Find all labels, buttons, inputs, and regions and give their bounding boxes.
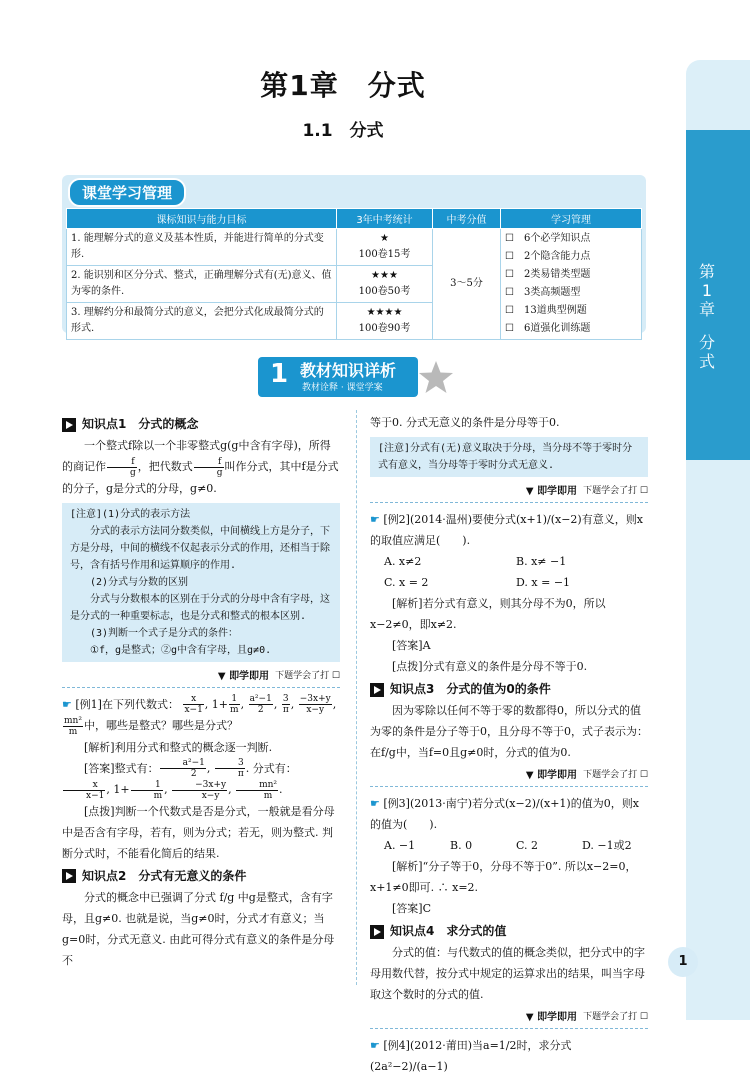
score-cell: 3～5分 [433,229,501,340]
banner-number: 1 [269,359,289,389]
manage-cell: ☐ 6个必学知识点 ☐ 2个隐含能力点 ☐ 2类易错类型题 ☐ 3类高频题型 ☐ 13道典型例题 ☐ 6道强化训练题 [501,229,642,340]
pointer-icon: ☛ [370,797,384,810]
paragraph: 分式的概念中已强调了分式 f/g 中g是整式，含有字母，且g≠0. 也就是说，当g≠0时，分式才有意义；当g=0时，分式无意义. 由此可得分式有意义的条件是分母不 [62,890,335,967]
column-divider [356,410,357,985]
stats-cell: ★★★ 100卷50考 [337,266,433,303]
chapter-title: 第1章 分式 [260,69,426,102]
note-box: [注意](1)分式的表示方法 分式的表示方法同分数类似，中间横线上方是分子，下方是分母，中间的横线不仅起表示分式的作用，还相当于除号，含有括号作用和运算顺序的作用. (2)分式与分数的区别 分式与分数根本的区别在于分式的分母中含有字母，这是分式的一种重要标志，也是分式和整式的根本区别. (3)判断一个式子是分式的条件： ①f，g是整式；②g中含有字母，且g≠0. [62,503,340,662]
example-1: ☛ [例1]在下列代数式： $\frac{x}{x-1}$ , 1+ $\frac{1}{m}$ , $\frac{\text{a²−1}}{2}$ , $\frac{3}{\pi}$ , $\frac{-3x+y}{x-y}$ , $\frac{\text{mn²}}{m}$ 中，哪些是整式？哪些是分式？ [62,694,337,737]
management-table [66,208,642,340]
play-icon [62,869,76,883]
pointer-icon: ☛ [370,1039,384,1052]
options: A. −1 B. 0 C. 2 D. −1或2 [384,839,632,852]
analysis: [解析]“分子等于0，分母不等于0”. 所以x−2=0，x+1≠0即可. ∴ x=2. [370,860,637,894]
banner-subtitle: 教材诠释 · 课堂学案 [302,383,383,393]
side-tab-text: 第 1 章 分 式 [698,262,715,371]
goal-cell: 3. 理解约分和最简分式的意义，会把分式化成最简分式的形式. [67,303,337,340]
play-icon [370,683,384,697]
star-icon [418,360,454,394]
practice-bar: ▼ 即学即用 下题学会了打 ☐ [370,765,648,787]
paragraph: 等于0. 分式无意义的条件是分母等于0. [370,416,560,429]
goal-cell: 1. 能理解分式的意义及基本性质，并能进行简单的分式变形. [67,229,337,266]
paragraph: 因为零除以任何不等于零的数都得0，所以分式的值为零的条件是分子等于0，且分母不等于0，式子表示为：在f/g中，当f=0且g≠0时，分式的值为0. [370,704,648,759]
analysis: [解析]若分式有意义，则其分母不为0，所以x−2≠0，即x≠2. [370,597,606,631]
paragraph: 分式的值：与代数式的值的概念类似，把分式中的字母用数代替，按分式中规定的运算求出的结果，叫当字母取这个数时的分式的值. [370,946,645,1001]
goal-cell: 2. 能识别和区分分式、整式，正确理解分式有(无)意义、值为零的条件. [67,266,337,303]
pointer-icon: ☛ [370,513,384,526]
tip: [点拨]判断一个代数式是否是分式，一般就是看分母中是否含有字母，若有，则为分式；若无，则为整式. 判断分式时，不能看化简后的结果. [62,804,335,860]
page-number: 1 [668,947,698,977]
right-column [370,412,648,1077]
play-icon [62,418,76,432]
tip: [点拨]分式有意义的条件是分母不等于0. [392,660,588,673]
paragraph: 一个整式f除以一个非零整式g(g中含有字母)，所得的商记作 $\frac{f}{g}$ ，把代数式 $\frac{f}{g}$ 叫作分式，其中f是分式的分子，g是分式的分母，g≠0. [62,439,339,495]
stats-cell: ★ 100卷15考 [337,229,433,266]
knowledge-point-3: 知识点3 分式的值为0的条件 [370,679,648,700]
knowledge-point-2: 知识点2 分式有无意义的条件 [62,866,340,887]
answer: [答案]C [392,902,431,915]
knowledge-point-4: 知识点4 求分式的值 [370,921,648,942]
stats-cell: ★★★★ 100卷90考 [337,303,433,340]
example-4: ☛ [例4](2012·莆田)当a=1/2时，求分式(2a²−2)/(a−1) [370,1039,572,1073]
left-column [62,412,340,971]
answer: [答案]整式有： $\frac{\text{a²−1}}{2}$ , $\frac{3}{\pi}$ . 分式有： $\frac{x}{x-1}$ , 1+ $\frac{1}{m}$ , $\frac{-3x+y}{x-y}$ , $\frac{\text{mn²}}{m}$ . [62,758,340,801]
example-3: ☛ [例3](2013·南宁)若分式(x−2)/(x+1)的值为0，则x的值为( ). [370,797,639,831]
example-2: ☛ [例2](2014·温州)要使分式(x+1)/(x−2)有意义，则x的取值应满足( ). [370,513,643,547]
knowledge-point-1: 知识点1 分式的概念 [62,414,340,435]
answer: [答案]A [392,639,431,652]
pointer-icon: ☛ [62,697,76,711]
table-header: 3年中考统计 [337,209,433,229]
table-header: 课标知识与能力目标 [67,209,337,229]
practice-bar: ▼ 即学即用 下题学会了打 ☐ [370,1007,648,1029]
practice-bar: ▼ 即学即用 下题学会了打 ☐ [370,481,648,503]
management-label: 课堂学习管理 [68,178,186,207]
options: A. x≠2 B. x≠ −1 C. x = 2 D. x = −1 [384,555,571,589]
table-header: 中考分值 [433,209,501,229]
table-header: 学习管理 [501,209,642,229]
section-title: 1.1 分式 [302,121,384,141]
play-icon [370,925,384,939]
note-box: [注意]分式有(无)意义取决于分母，当分母不等于零时分式有意义，当分母等于零时分式无意义. [370,437,648,477]
banner-title: 教材知识详析 [300,361,397,380]
analysis: [解析]利用分式和整式的概念逐一判断. [84,740,273,754]
practice-bar: ▼ 即学即用 下题学会了打 ☐ [62,666,340,688]
